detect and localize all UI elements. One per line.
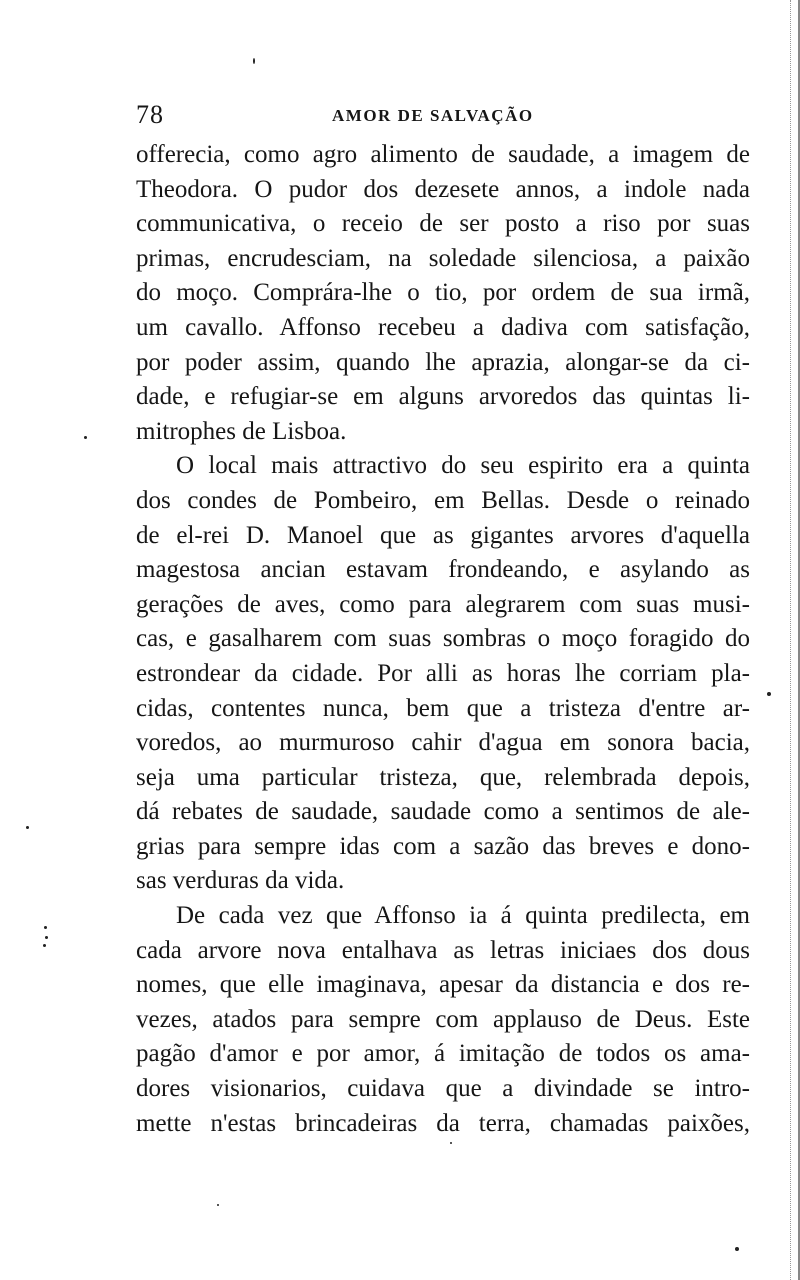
paragraph: [136, 138, 750, 449]
paragraph: [136, 899, 750, 1141]
text-line: dos condes de Pombeiro, em Bellas. Desde o reinado: [136, 486, 750, 514]
text-line: cada arvore nova entalhava as letras iniciaes dos dous: [136, 936, 750, 964]
scan-speck: [253, 58, 255, 64]
running-title: AMOR DE SALVAÇÃO: [332, 106, 534, 125]
page-edge: [790, 0, 800, 1280]
scan-speck: [735, 1247, 739, 1251]
scan-speck: [45, 936, 48, 939]
text-line: O local mais attractivo do seu espirito era a quinta: [176, 452, 750, 480]
text-line: offerecia, como agro alimento de saudade, a imagem de: [136, 141, 750, 168]
text-line: cidas, contentes nunca, bem que a tristeza d'entre ar-: [136, 694, 750, 722]
text-line: grias para sempre idas com a sazão das breves e dono-: [136, 832, 750, 860]
scan-speck: [43, 944, 46, 947]
text-line: primas, encrudesciam, na soledade silenciosa, a paixão: [136, 244, 750, 272]
page-header: [136, 100, 750, 130]
scan-speck: [84, 436, 87, 439]
text-line: magestosa ancian estavam frondeando, e asylando as: [136, 556, 750, 584]
text-line: voredos, ao murmuroso cahir d'agua em sonora bacia,: [136, 729, 750, 757]
text-line: seja uma particular tristeza, que, relembrada depois,: [136, 763, 750, 791]
text-line: pagão d'amor e por amor, á imitação de todos os ama-: [136, 1040, 750, 1068]
text-line: vezes, atados para sempre com applauso de Deus. Este: [136, 1005, 750, 1033]
text-line: mitrophes de Lisboa.: [136, 417, 347, 445]
text-line: dade, e refugiar-se em alguns arvoredos das quintas li-: [136, 383, 750, 411]
scan-speck: [767, 692, 771, 696]
text-line: por poder assim, quando lhe aprazia, alongar-se da ci-: [136, 348, 750, 376]
text-line: nomes, que elle imaginava, apesar da distancia e dos re-: [136, 971, 750, 999]
text-line: communicativa, o receio de ser posto a riso por suas: [136, 210, 750, 238]
text-line: um cavallo. Affonso recebeu a dadiva com satisfação,: [136, 313, 750, 341]
text-line: dá rebates de saudade, saudade como a sentimos de ale-: [136, 798, 750, 826]
scan-speck: [44, 926, 47, 929]
body-text: [136, 138, 750, 1141]
text-line: estrondear da cidade. Por alli as horas lhe corriam pla-: [136, 659, 750, 687]
text-line: Theodora. O pudor dos dezesete annos, a indole nada: [136, 175, 750, 203]
text-line: gerações de aves, como para alegrarem com suas musi-: [136, 590, 750, 618]
text-line: do moço. Comprára-lhe o tio, por ordem de sua irmã,: [136, 279, 750, 307]
scan-speck: [217, 1204, 219, 1206]
paragraph: [136, 449, 750, 899]
text-line: cas, e gasalharem com suas sombras o moço foragido do: [136, 625, 750, 653]
scan-speck: [450, 1142, 452, 1144]
scan-speck: [26, 826, 29, 829]
text-line: sas verduras da vida.: [136, 867, 345, 895]
page-number: 78: [136, 100, 164, 129]
text-line: mette n'estas brincadeiras da terra, chamadas paixões,: [136, 1109, 750, 1137]
text-line: dores visionarios, cuidava que a divindade se intro-: [136, 1075, 750, 1103]
text-line: De cada vez que Affonso ia á quinta predilecta, em: [176, 902, 750, 930]
text-line: de el-rei D. Manoel que as gigantes arvores d'aquella: [136, 521, 750, 549]
